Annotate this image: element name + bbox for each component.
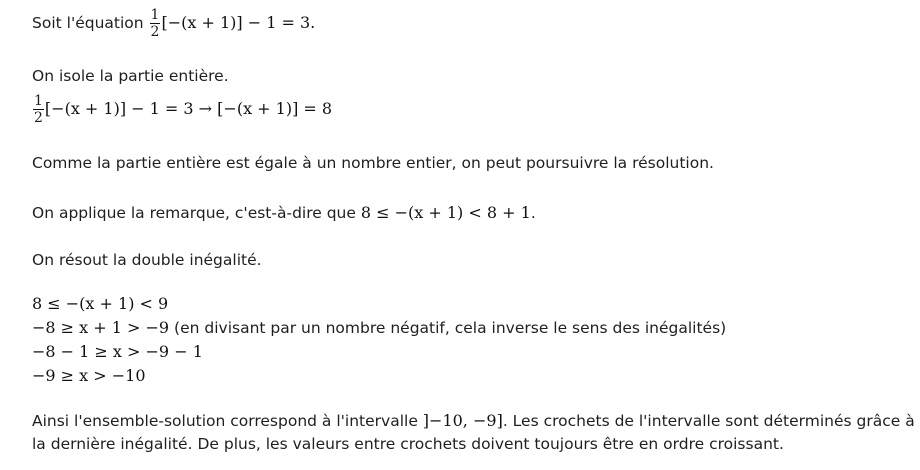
isolate-fraction-numerator: 1 bbox=[34, 93, 43, 109]
isolate-fraction bbox=[33, 94, 44, 125]
step-math: −9 ≥ x > −10 bbox=[32, 366, 146, 385]
integer-note: Comme la partie entière est égale à un nombre entier, on peut poursuivre la résolution. bbox=[32, 154, 714, 172]
intro-fraction-numerator: 1 bbox=[150, 7, 160, 23]
step-math: 8 ≤ −(x + 1) < 9 bbox=[32, 294, 169, 313]
solve-text: On résout la double inégalité. bbox=[32, 251, 262, 269]
isolate-fraction-denominator: 2 bbox=[34, 110, 43, 126]
step-math: −8 ≥ x + 1 > −9 bbox=[32, 318, 170, 337]
conclusion-after: . Les crochets de l'intervalle sont déterminés grâce à bbox=[502, 412, 915, 430]
conclusion-line-1 bbox=[32, 410, 915, 432]
isolate-equation: [−(x + 1)] − 1 = 3 → [−(x + 1)] = 8 bbox=[44, 99, 333, 118]
intro-equation: [−(x + 1)] − 1 = 3. bbox=[161, 13, 316, 32]
step-math: −8 − 1 ≥ x > −9 − 1 bbox=[32, 342, 203, 361]
step-line bbox=[32, 365, 146, 387]
intro-line bbox=[32, 6, 315, 40]
step-line bbox=[32, 317, 726, 339]
step-line bbox=[32, 341, 203, 363]
remark-line bbox=[32, 202, 536, 224]
isolate-equation-line bbox=[32, 90, 332, 128]
remark-math: 8 ≤ −(x + 1) < 8 + 1 bbox=[360, 203, 531, 222]
intro-fraction-denominator: 2 bbox=[150, 24, 160, 40]
remark-text: On applique la remarque, c'est-à-dire que bbox=[32, 204, 356, 222]
intro-text: Soit l'équation bbox=[32, 14, 144, 32]
step-line bbox=[32, 293, 168, 315]
isolate-text: On isole la partie entière. bbox=[32, 67, 229, 85]
conclusion-before: Ainsi l'ensemble-solution correspond à l'intervalle bbox=[32, 412, 418, 430]
step-note: (en divisant par un nombre négatif, cela inverse le sens des inégalités) bbox=[169, 319, 727, 337]
conclusion-line-2: la dernière inégalité. De plus, les valeurs entre crochets doivent toujours être en ordre croissant. bbox=[32, 435, 784, 453]
remark-end: . bbox=[530, 204, 536, 222]
conclusion-interval: ]−10, −9] bbox=[422, 411, 503, 430]
intro-fraction bbox=[150, 8, 161, 39]
